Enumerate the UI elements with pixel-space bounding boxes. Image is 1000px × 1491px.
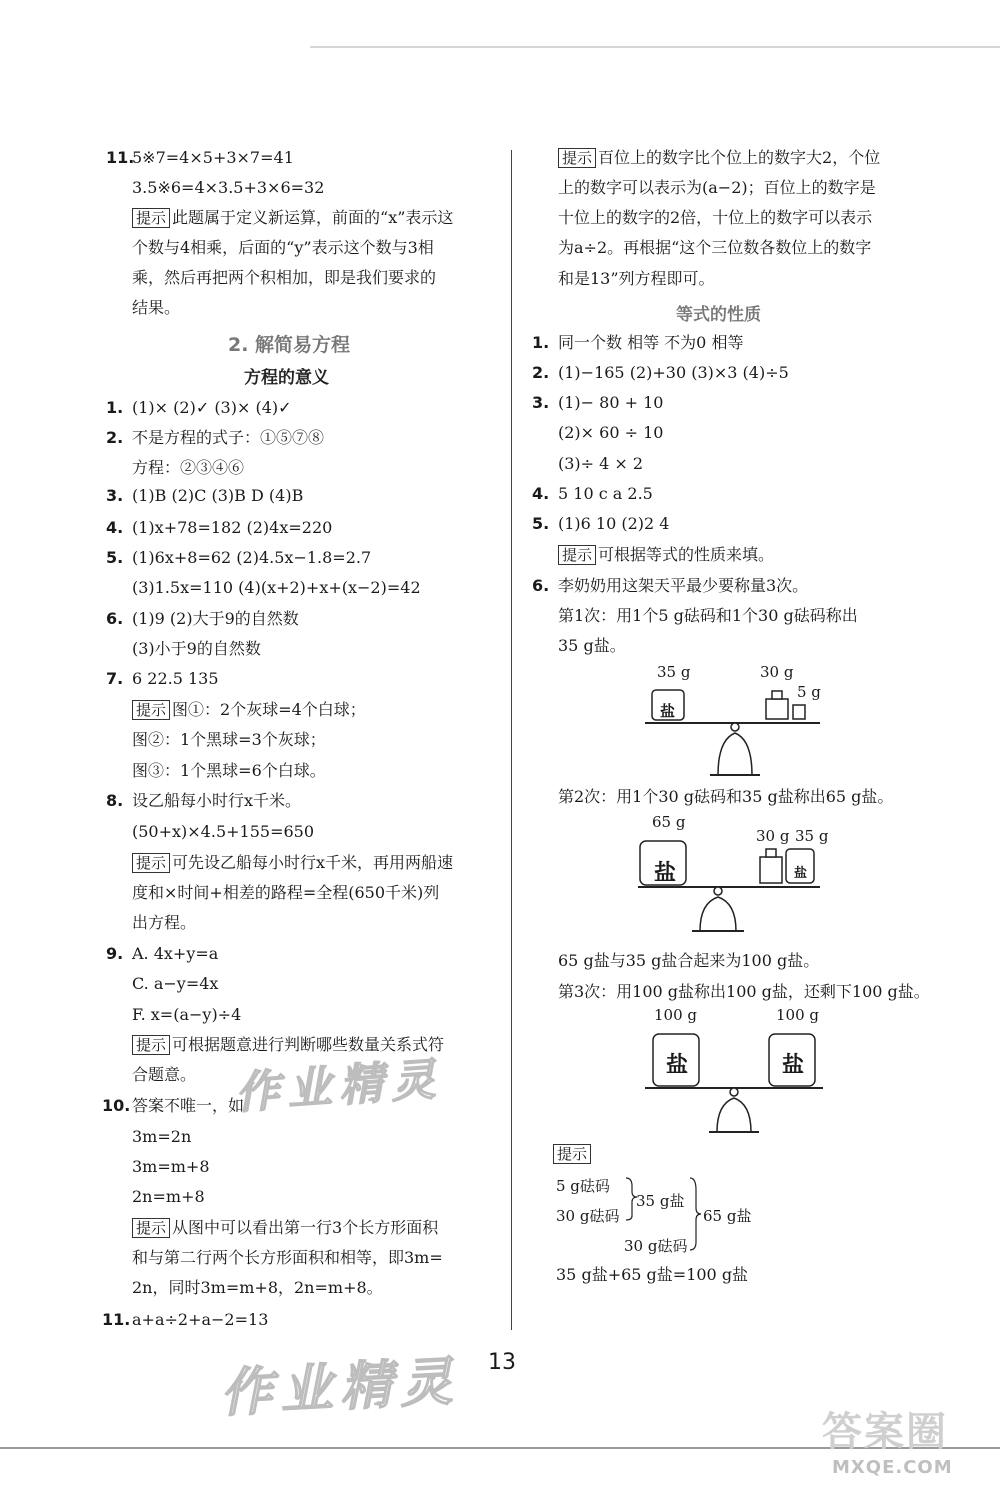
hint-line: 2n，同时3m=m+8，2n=m+8。 <box>132 1278 383 1297</box>
hint-label: 提示 <box>558 545 596 565</box>
hint-line: 提示 图①：2个灰球=4个白球； <box>132 699 366 721</box>
hint-line: 个数与4相乘，后面的“y”表示这个数与3相 <box>132 238 434 257</box>
salt-label: 盐 <box>660 702 676 720</box>
answer-2: 2. 不是方程的式子：①⑤⑦⑧ <box>106 428 325 447</box>
weight-label: 65 g <box>652 813 686 831</box>
hint-line: 结果。 <box>132 298 181 317</box>
logo-text: 答案圈 <box>822 1409 948 1455</box>
hint-label: 提示 <box>132 1035 170 1055</box>
salt-label: 盐 <box>794 866 808 881</box>
hint-label: 提示 <box>132 208 170 228</box>
answer-11: 11.5※7=4×5+3×7=41 <box>106 148 294 167</box>
summary-item: 5 g砝码 <box>556 1177 610 1195</box>
answer-line: F. x=(a−y)÷4 <box>132 1005 242 1024</box>
section-title: 2. 解简易方程 <box>228 334 351 356</box>
answer-line: C. a−y=4x <box>132 974 219 993</box>
hint-line: 为a÷2。再根据“这个三位数各数位上的数字 <box>558 238 872 257</box>
answer-6: 6. (1)9 (2)大于9的自然数 <box>106 609 299 628</box>
answer-4: 4. (1)x+78=182 (2)4x=220 <box>106 518 333 537</box>
hint-label: 提示 <box>132 853 170 873</box>
salt-label: 盐 <box>654 860 677 886</box>
hint-line <box>553 1143 593 1165</box>
summary-item: 30 g砝码 <box>624 1237 688 1255</box>
answer-line: 方程：②③④⑥ <box>132 458 245 477</box>
hint-line: 上的数字可以表示为(a−2)；百位上的数字是 <box>558 178 876 197</box>
hint-line: 和是13”列方程即可。 <box>558 269 715 288</box>
hint-line: 度和×时间+相差的路程=全程(650千米)列 <box>132 883 440 902</box>
answer-r1: 1. 同一个数 相等 不为0 相等 <box>532 333 744 352</box>
balance-figure-3 <box>645 1028 825 1138</box>
answer-r3: 3. (1)− 80 + 10 <box>532 393 664 412</box>
hint-line: 出方程。 <box>132 913 197 932</box>
answer-line: (50+x)×4.5+155=650 <box>132 822 315 841</box>
watermark: 作业精灵 <box>218 1351 462 1425</box>
hint-label: 提示 <box>132 700 170 720</box>
hint-line: 合题意。 <box>132 1065 197 1084</box>
weight-label: 30 g <box>756 827 790 845</box>
weight-label: 35 g <box>657 663 691 681</box>
answer-line: 第3次：用100 g盐称出100 g盐，还剩下100 g盐。 <box>558 982 930 1001</box>
weight-label: 30 g <box>760 663 794 681</box>
page-number: 13 <box>488 1350 516 1375</box>
answer-line: 图③：1个黑球=6个白球。 <box>132 761 326 780</box>
answer-1: 1. (1)× (2)✓ (3)× (4)✓ <box>106 398 292 417</box>
salt-label: 盐 <box>782 1052 805 1078</box>
answer-line: 图②：1个黑球=3个灰球； <box>132 730 326 749</box>
hint-line: 提示 可根据等式的性质来填。 <box>558 544 774 566</box>
hint-line: 提示 百位上的数字比个位上的数字大2，个位 <box>558 147 880 169</box>
answer-line: (3)1.5x=110 (4)(x+2)+x+(x−2)=42 <box>132 578 421 597</box>
answer-line: (3)÷ 4 × 2 <box>558 454 644 473</box>
answer-line: 第2次：用1个30 g砝码和35 g盐称出65 g盐。 <box>558 787 894 806</box>
hint-line: 十位上的数字的2倍，十位上的数字可以表示 <box>558 208 873 227</box>
answer-5: 5. (1)6x+8=62 (2)4.5x−1.8=2.7 <box>106 548 372 567</box>
summary-item: 35 g盐 <box>636 1192 685 1210</box>
answer-line: 2n=m+8 <box>132 1187 205 1206</box>
summary-equation: 35 g盐+65 g盐=100 g盐 <box>556 1265 749 1284</box>
hint-line: 提示 此题属于定义新运算，前面的“x”表示这 <box>132 207 453 229</box>
answer-7: 7. 6 22.5 135 <box>106 669 219 688</box>
answer-8: 8. 设乙船每小时行x千米。 <box>106 791 302 810</box>
answer-line: 65 g盐与35 g盐合起来为100 g盐。 <box>558 951 820 970</box>
logo-url: MXQE.COM <box>832 1457 953 1478</box>
top-rule <box>310 46 1000 48</box>
answer-3: 3. (1)B (2)C (3)B D (4)B <box>106 486 304 505</box>
watermark: 作业精灵 <box>233 1053 445 1120</box>
salt-label: 盐 <box>666 1052 689 1078</box>
answer-line: 第1次：用1个5 g砝码和1个30 g砝码称出 <box>558 606 858 625</box>
answer-9: 9. A. 4x+y=a <box>106 944 219 963</box>
answer-r5: 5. (1)6 10 (2)2 4 <box>532 514 670 533</box>
hint-line: 和与第二行两个长方形面积和相等，即3m= <box>132 1248 443 1267</box>
answer-11b: 11. a+a÷2+a−2=13 <box>102 1310 269 1329</box>
hint-line: 提示 可先设乙船每小时行x千米，再用两船速 <box>132 852 453 874</box>
site-logo <box>822 1400 992 1486</box>
weight-label: 35 g <box>795 827 829 845</box>
subsection-title: 方程的意义 <box>244 368 329 388</box>
answer-line: (3)小于9的自然数 <box>132 639 261 658</box>
answer-line: 3.5※6=4×3.5+3×6=32 <box>132 178 325 197</box>
answer-line: 3m=m+8 <box>132 1157 210 1176</box>
hint-line: 乘，然后再把两个积相加，即是我们要求的 <box>132 268 437 287</box>
weight-label: 100 g <box>654 1006 698 1024</box>
answer-r4: 4. 5 10 c a 2.5 <box>532 484 653 503</box>
summary-item: 65 g盐 <box>703 1207 752 1225</box>
hint-line: 提示 从图中可以看出第一行3个长方形面积 <box>132 1217 438 1239</box>
answer-r2: 2. (1)−165 (2)+30 (3)×3 (4)÷5 <box>532 363 789 382</box>
hint-line: 提示 可根据题意进行判断哪些数量关系式符 <box>132 1034 444 1056</box>
answer-line: 35 g盐。 <box>558 636 626 655</box>
answer-line: 3m=2n <box>132 1127 192 1146</box>
hint-label: 提示 <box>553 1144 591 1164</box>
subsection-title: 等式的性质 <box>676 305 761 325</box>
summary-item: 30 g砝码 <box>556 1207 620 1225</box>
answer-10: 10. 答案不唯一，如： <box>102 1096 261 1115</box>
answer-line: (2)× 60 ÷ 10 <box>558 423 664 442</box>
weight-label: 100 g <box>776 1006 820 1024</box>
hint-label: 提示 <box>558 148 596 168</box>
hint-label: 提示 <box>132 1218 170 1238</box>
weight-label: 5 g <box>797 683 821 701</box>
column-divider <box>511 150 512 1330</box>
answer-r6: 6. 李奶奶用这架天平最少要称量3次。 <box>532 576 809 595</box>
